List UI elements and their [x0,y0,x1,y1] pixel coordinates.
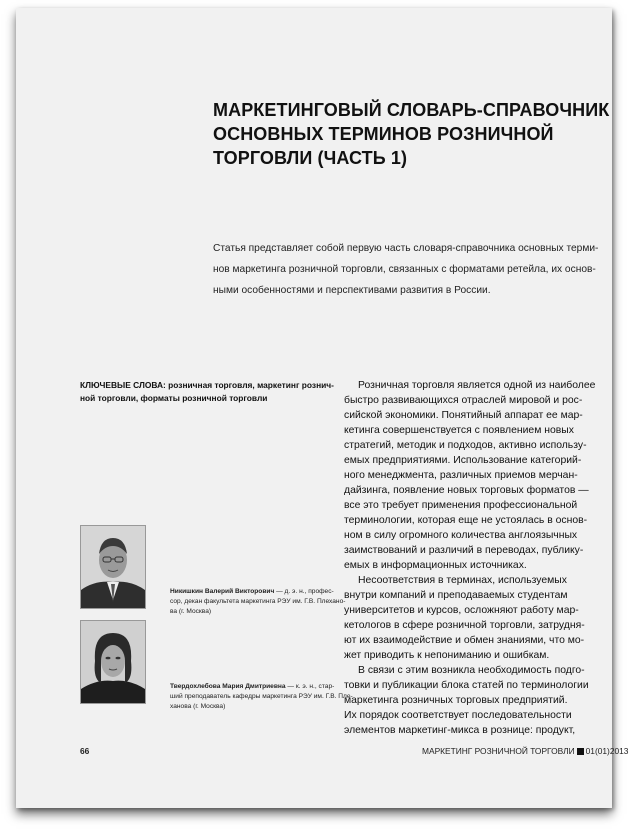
body-line: университетов и курсов, осложняют работу мар- [344,605,579,616]
body-line: внутри компаний и преподаваемых студентам [344,590,568,601]
square-separator-icon [577,748,584,755]
body-line: Их порядок соответствует последовательности [344,710,572,721]
body-line: емых в информационных источниках. [344,560,527,571]
body-line: терминологии, которая еще не устоялась в основ- [344,515,588,526]
body-line: сийской экономики. Понятийный аппарат ее мар- [344,410,583,421]
body-line: кетологов в сфере розничной торговли, затрудня- [344,620,585,631]
body-line: кетинга совершенствуется с появлением новых [344,425,574,436]
article-abstract [213,238,599,301]
body-line: жет приводить к непониманию и ошибкам. [344,650,550,661]
body-line: В связи с этим возникла необходимость подго- [358,665,585,676]
author-info [170,587,346,617]
journal-name: МАРКЕТИНГ РОЗНИЧНОЙ ТОРГОВЛИ [422,746,575,756]
author-info [170,682,353,712]
body-line: дайзинга, появление новых торговых форматов — [344,485,589,496]
journal-footer [422,746,628,756]
author-photo-woman [80,620,146,704]
author-desc: — к. э. н., стар- [285,683,335,690]
body-line: заимствований и различий в переводах, публику- [344,545,584,556]
body-line: элементов маркетинг-микса в рознице: продукт, [344,725,576,736]
title-line: МАРКЕТИНГОВЫЙ СЛОВАРЬ-СПРАВОЧНИК [213,100,610,120]
keywords-line [80,379,340,392]
document-page [16,8,629,808]
body-line: ного менеджмента, различных приемов мерчан- [344,470,578,481]
body-line: емых предприятиями. Использование категорий- [344,455,582,466]
author-line: ва (г. Москва) [170,608,212,615]
body-line: ют их взаимодействие и обмен знаниями, что мо- [344,635,585,646]
body-line: Розничная торговля является одной из наиболее [358,380,596,391]
keywords-label: КЛЮЧЕВЫЕ СЛОВА: [80,380,166,390]
body-line: товки и публикации блока статей по терминологии [344,680,589,691]
body-line: ном в силу огромного количества англоязычных [344,530,578,541]
journal-issue: 01(01)2013 [585,746,629,756]
author-desc: — д. э. н., профес- [274,588,334,595]
page-number: 66 [80,746,90,756]
body-line: маркетинга розничных торговых предприятий. [344,695,568,706]
article-title [213,98,610,170]
title-line: ОСНОВНЫХ ТЕРМИНОВ РОЗНИЧНОЙ [213,124,554,144]
body-line: Несоответствия в терминах, используемых [358,575,567,586]
author-line: ханова (г. Москва) [170,703,226,710]
author-name: Твердохлебова Мария Дмитриевна [170,683,286,690]
body-line: быстро развивающихся отраслей мировой и рос- [344,395,583,406]
keywords-line: ной торговли, форматы розничной торговли [80,393,268,403]
author-line [170,587,340,597]
keywords-text: розничная торговля, маркетинг рознич- [165,380,334,390]
abstract-line: ными особенностями и перспективами развития в России. [213,285,491,296]
abstract-line: Статья представляет собой первую часть словаря-справочника основных терми- [213,243,599,254]
body-line: все это требует применения профессиональной [344,500,578,511]
author-line [170,682,340,692]
author-line: ший преподаватель кафедры маркетинга РЭУ им. Г.В. Пле- [170,693,353,700]
author-photo-man [80,525,146,609]
abstract-line: нов маркетинга розничной торговли, связанных с форматами ретейла, их основ- [213,264,596,275]
article-body [344,378,594,738]
keywords-block [80,379,340,405]
author-name: Никишкин Валерий Викторович [170,588,275,595]
author-line: сор, декан факультета маркетинга РЭУ им. Г.В. Плехано- [170,598,346,605]
body-line: стратегий, методик и подходов, активно использу- [344,440,587,451]
title-line: ТОРГОВЛИ (ЧАСТЬ 1) [213,148,408,168]
